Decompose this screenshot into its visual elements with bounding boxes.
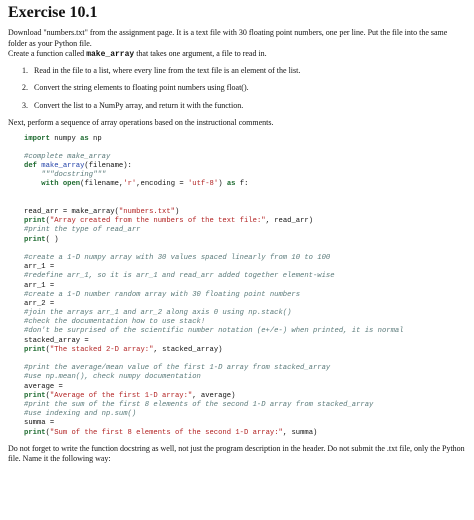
code-line: #use indexing and np.sum(): [24, 410, 137, 419]
code-line: print("Sum of the first 8 elements of the second 1-D array:", summa): [24, 428, 318, 437]
code-line: print( ): [24, 235, 59, 244]
code-line: #print the sum of the first 8 elements of the second 1-D array from stacked_array: [24, 400, 374, 409]
code-line: print("The stacked 2-D array:", stacked_array): [24, 345, 223, 354]
create-suffix: that takes one argument, a file to read in.: [134, 49, 267, 58]
code-line: [24, 355, 466, 364]
code-line: #join the arrays arr_1 and arr_2 along axis 0 using np.stack(): [24, 309, 292, 318]
code-line: #check the documentation how to use stack!: [24, 318, 206, 327]
next-instruction: Next, perform a sequence of array operations based on the instructional comments.: [8, 118, 274, 127]
steps-list: [8, 66, 466, 112]
code-line: [24, 144, 466, 153]
code-line: [24, 245, 466, 254]
code-line: print("Average of the first 1-D array:", average): [24, 391, 236, 400]
code-line: [24, 190, 466, 199]
function-name: make_array: [86, 50, 135, 59]
code-line: print("Array created from the numbers of the text file:", read_arr): [24, 217, 314, 226]
code-line: #don't be surprised of the scientific number notation (e+/e-) when printed, it is normal: [24, 327, 404, 336]
step-item-2: 2. Convert the string elements to floating point numbers using float().: [30, 83, 466, 94]
create-function-instruction: [8, 49, 466, 61]
code-block: [24, 135, 466, 438]
code-line: read_arr = make_array("numbers.txt"): [24, 208, 180, 216]
code-line: with open(filename,'r',encoding = 'utf-8') as f:: [41, 180, 249, 189]
code-line: def make_array(filename):: [24, 162, 132, 171]
create-prefix: Create a function called: [8, 49, 87, 58]
step-item-1: 1. Read in the file to a list, where every line from the text file is an element of the list.: [30, 66, 466, 77]
code-line: #redefine arr_1, so it is arr_1 and read_arr added together element-wise: [24, 272, 335, 281]
code-line: arr_1 =: [24, 281, 55, 290]
code-line: arr_2 =: [24, 299, 55, 308]
code-line: #use np.mean(), check numpy documentation: [24, 373, 201, 382]
code-line: arr_1 =: [24, 263, 55, 272]
code-line: [24, 199, 466, 208]
code-line: #create a 1-D number random array with 30 floating point numbers: [24, 290, 301, 299]
code-line: #print the type of read_arr: [24, 226, 141, 235]
page-title: Exercise 10.1: [8, 4, 98, 21]
code-line: #create a 1-D numpy array with 30 values spaced linearly from 10 to 100: [24, 253, 331, 262]
code-line: import numpy as np: [24, 134, 102, 143]
step-item-3: 3. Convert the list to a NumPy array, and return it with the function.: [30, 101, 466, 112]
code-line: """docstring""": [24, 171, 106, 180]
code-line: #complete make_array: [24, 152, 111, 161]
intro-paragraph: Download "numbers.txt" from the assignment page. It is a text file with 30 floating point numbers, one per line. Put the file into the same folder as your Python file.: [8, 28, 448, 48]
code-line: summa =: [24, 419, 55, 428]
closing-paragraph: Do not forget to write the function docstring as well, not just the program description in the header. Do not submit the .txt file, only the Python file. Name it the following way:: [8, 443, 465, 464]
code-line: #print the average/mean value of the first 1-D array from stacked_array: [24, 364, 331, 373]
code-line: average =: [24, 382, 63, 391]
code-line: stacked_array =: [24, 336, 89, 345]
